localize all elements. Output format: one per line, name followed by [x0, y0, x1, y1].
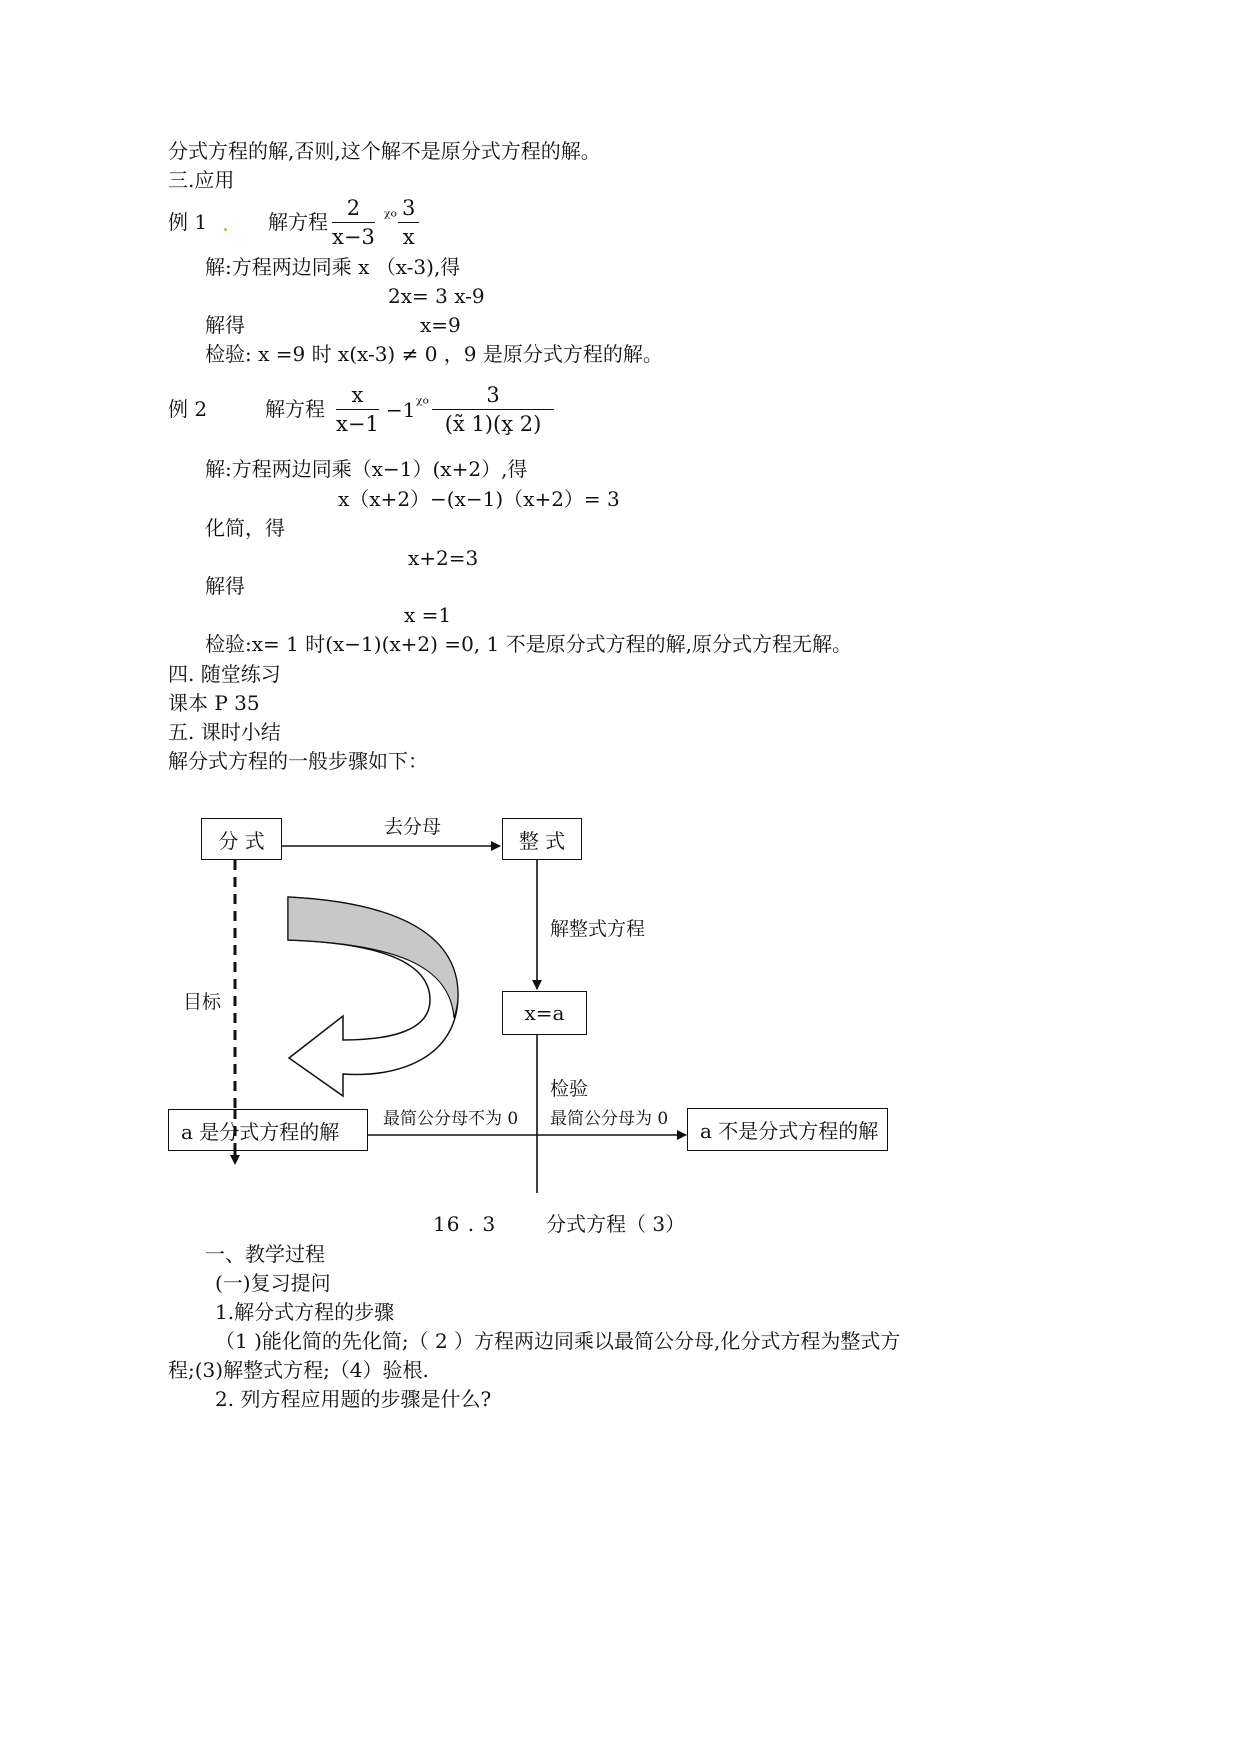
example-instruction: 解方程 — [265, 397, 325, 421]
solution-line: 解:方程两边同乘 x （x-3),得 — [205, 255, 461, 279]
solution-line: 解得 — [205, 574, 245, 598]
equation-line: x（x+2）−(x−1)（x+2）= 3 — [338, 487, 620, 511]
box-is-solution: a 是分式方程的解 — [168, 1109, 368, 1151]
box-fenshi: 分 式 — [201, 818, 282, 860]
check-line: 检验:x= 1 时(x−1)(x+2) =0, 1 不是原分式方程的解,原分式方程无解。 — [205, 632, 852, 656]
box-not-solution: a 不是分式方程的解 — [687, 1108, 888, 1151]
label-target: 目标 — [183, 991, 222, 1013]
label-qufenmu: 去分母 — [384, 816, 442, 838]
equation-line: x =1 — [404, 603, 452, 627]
denominator: x−3 — [332, 225, 375, 249]
section-number: 16 . 3 — [433, 1212, 497, 1236]
denominator: (x̃ 1)(x̧ 2) — [444, 412, 542, 436]
equation-line: 2x= 3 x-9 — [388, 284, 485, 308]
solution-line: 解得 — [205, 313, 245, 337]
example-label: 例 1 — [168, 210, 208, 234]
solution-line: 解:方程两边同乘（x−1）(x+2）,得 — [205, 457, 528, 481]
check-line: 检验: x =9 时 x(x-3) ≠ 0 ，9 是原分式方程的解。 — [205, 342, 663, 366]
numerator: 3 — [432, 383, 554, 410]
label-solve: 解整式方程 — [550, 918, 646, 940]
text-line: 分式方程的解,否则,这个解不是原分式方程的解。 — [168, 139, 601, 163]
text-line: 课本 P 35 — [168, 691, 260, 715]
box-x-equals-a: x=a — [502, 991, 587, 1035]
equals-glyph: ᵡᵒ — [416, 394, 430, 414]
label-denominator-not-zero: 最简公分母不为 0 — [383, 1109, 519, 1129]
section-heading: 四. 随堂练习 — [168, 662, 281, 686]
section-title: 分式方程（ 3） — [546, 1212, 686, 1236]
solution-line: 化简，得 — [205, 516, 285, 540]
text-line: 一、教学过程 — [205, 1242, 325, 1266]
denominator: x−1 — [336, 412, 379, 436]
numerator: 2 — [332, 196, 375, 223]
equation-term: −1 — [386, 398, 416, 422]
numerator: 3 — [398, 196, 419, 223]
text-line: (一)复习提问 — [215, 1271, 331, 1295]
equals-glyph: ᵡᵒ — [384, 207, 398, 227]
section-heading: 三.应用 — [168, 168, 235, 192]
equation-line: x=9 — [420, 313, 461, 337]
text-line: 程;(3)解整式方程;（4）验根. — [168, 1358, 429, 1382]
denominator: x — [402, 225, 415, 249]
text-line: 2. 列方程应用题的步骤是什么? — [215, 1387, 492, 1411]
example-instruction: 解方程 — [268, 210, 328, 234]
text-line: 解分式方程的一般步骤如下： — [168, 749, 428, 773]
example-label: 例 2 — [168, 397, 208, 421]
text-line: 1.解分式方程的步骤 — [215, 1300, 395, 1324]
box-zhengshi: 整 式 — [502, 818, 582, 860]
label-check: 检验 — [550, 1078, 589, 1100]
numerator: x — [336, 383, 379, 410]
label-denominator-zero: 最简公分母为 0 — [550, 1109, 669, 1129]
section-heading: 五. 课时小结 — [168, 720, 281, 744]
text-line: （1 )能化简的先化简;（ 2 ）方程两边同乘以最简公分母,化分式方程为整式方 — [215, 1329, 901, 1353]
equation-line: x+2=3 — [408, 546, 479, 570]
